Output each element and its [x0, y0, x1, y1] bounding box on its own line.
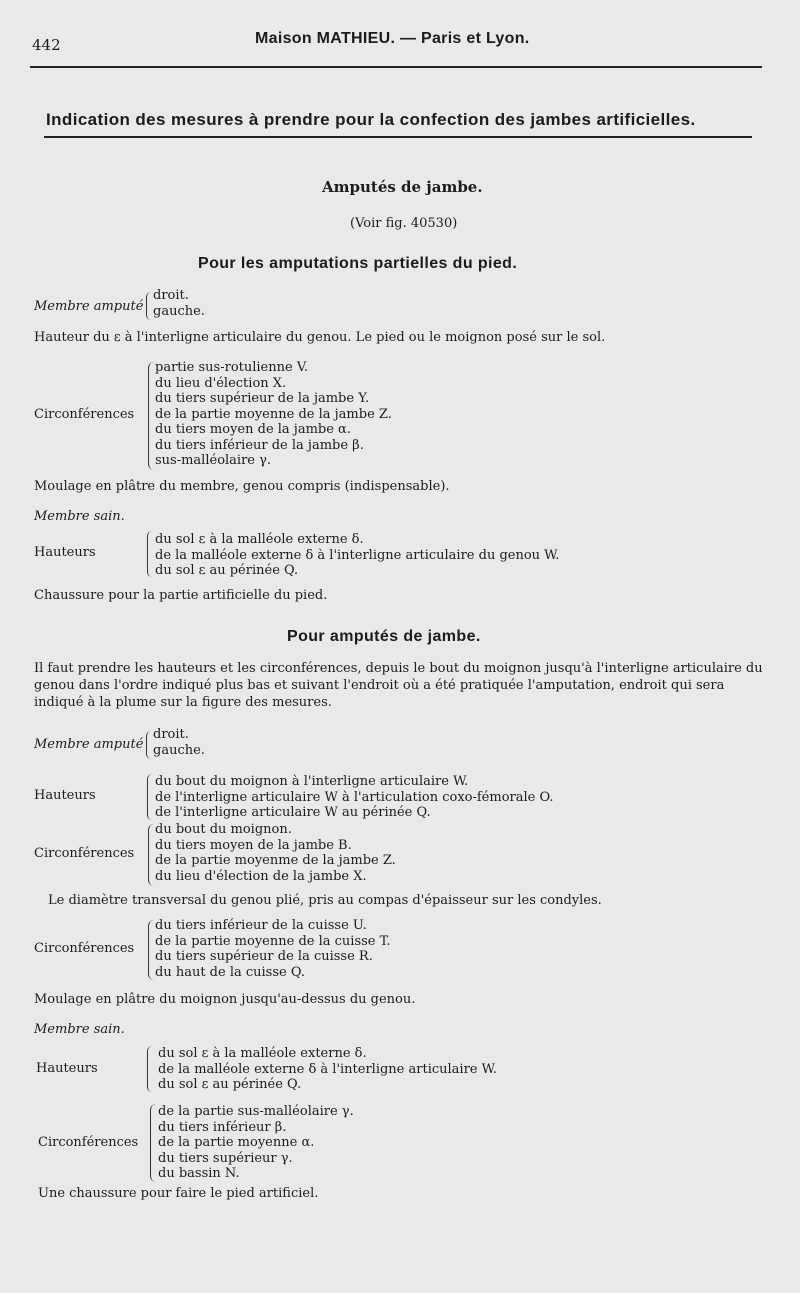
list-item: du tiers supérieur de la cuisse R. [155, 949, 373, 964]
list-item: de la partie moyenne de la jambe Z. [155, 406, 392, 422]
list-item: du sol ε à la malléole externe δ. [155, 532, 364, 547]
list-item: sus-malléolaire γ. [155, 453, 272, 468]
page-title: Indication des mesures à prendre pour la confection des jambes artificielles. [46, 110, 696, 129]
list-item: droit. [153, 288, 189, 303]
section2-hauteurs2-label: Hauteurs [36, 1061, 98, 1076]
list-item: du sol ε à la malléole externe δ. [158, 1046, 367, 1061]
list-item: du tiers moyen de la jambe B. [155, 837, 352, 853]
section2-circ2-label: Circonférences [34, 941, 135, 956]
list-item: de la partie moyenne de la cuisse T. [155, 933, 391, 949]
list-item: du tiers moyen de la jambe α. [155, 422, 351, 437]
section2-circ2-list [155, 918, 391, 980]
list-item: du bassin N. [158, 1166, 240, 1181]
brace [148, 362, 154, 470]
list-item: de la partie moyenne α. [158, 1135, 315, 1150]
list-item: du tiers inférieur de la jambe β. [155, 437, 364, 453]
header-rule [30, 66, 762, 68]
list-item: de la partie moyenme de la jambe Z. [155, 853, 396, 868]
list-item: de la malléole externe δ à l'interligne articulaire W. [158, 1061, 497, 1077]
section2-chaussure: Une chaussure pour faire le pied artificiel. [38, 1186, 319, 1201]
section2-paragraph: Il faut prendre les hauteurs et les circonférences, depuis le bout du moignon jusqu'à l'interligne articulaire du genou dans l'ordre indiqué plus bas et suivant l'endroit où a été pratiquée l'amputation, endroit qui sera indiqué à la plume sur la figure des mesures. [34, 661, 763, 710]
section1-moulage: Moulage en plâtre du membre, genou compris (indispensable). [34, 479, 450, 494]
list-item: gauche. [153, 303, 205, 319]
running-header: Maison MATHIEU. — Paris et Lyon. [255, 30, 530, 47]
list-item: de l'interligne articulaire W au périnée Q. [155, 805, 431, 820]
section2-membre-options [153, 727, 205, 758]
section1-membre-sain: Membre sain. [34, 509, 125, 524]
list-item: du sol ε au périnée Q. [158, 1077, 302, 1092]
list-item: droit. [153, 727, 189, 742]
list-item: de la partie sus-malléolaire γ. [158, 1104, 354, 1119]
section2-circ1-list [155, 822, 396, 884]
section1-circ-label: Circonférences [34, 407, 135, 422]
list-item: du haut de la cuisse Q. [155, 964, 305, 980]
section1-chaussure: Chaussure pour la partie artificielle du pied. [34, 588, 328, 603]
list-item: du bout du moignon. [155, 822, 292, 837]
page-number: 442 [32, 36, 61, 54]
list-item: de l'interligne articulaire W à l'articulation coxo-fémorale O. [155, 789, 554, 805]
section2-moulage: Moulage en plâtre du moignon jusqu'au-dessus du genou. [34, 992, 416, 1007]
section2-circ1-label: Circonférences [34, 846, 135, 861]
list-item: gauche. [153, 742, 205, 758]
title-rule [44, 136, 752, 138]
brace [148, 824, 154, 886]
section1-heading: Pour les amputations partielles du pied. [198, 255, 518, 272]
list-item: du tiers supérieur de la jambe Y. [155, 391, 370, 406]
section2-diametre: Le diamètre transversal du genou plié, pris au compas d'épaisseur sur les condyles. [48, 893, 602, 908]
section1-membre-label: Membre amputé [34, 299, 144, 314]
brace [146, 292, 151, 320]
brace [147, 1046, 152, 1092]
list-item: du tiers inférieur de la cuisse U. [155, 918, 367, 933]
section1-circ-list [155, 360, 392, 469]
section2-circ3-label: Circonférences [38, 1135, 139, 1150]
list-item: du lieu d'élection X. [155, 375, 287, 391]
section1-membre-options [153, 288, 205, 319]
section2-heading: Pour amputés de jambe. [287, 628, 481, 645]
brace [147, 531, 152, 577]
list-item: du bout du moignon à l'interligne articulaire W. [155, 774, 469, 789]
section1-hauteur-line: Hauteur du ε à l'interligne articulaire du genou. Le pied ou le moignon posé sur le sol. [34, 330, 606, 345]
brace [146, 731, 151, 759]
section2-hauteurs-label: Hauteurs [34, 788, 96, 803]
section2-circ3-list [158, 1104, 354, 1182]
list-item: du lieu d'élection de la jambe X. [155, 868, 367, 884]
section2-membre-sain: Membre sain. [34, 1022, 125, 1037]
list-item: du sol ε au périnée Q. [155, 563, 299, 578]
section2-membre-label: Membre amputé [34, 737, 144, 752]
subtitle: Amputés de jambe. [322, 178, 483, 196]
brace [150, 1104, 156, 1182]
brace [147, 774, 152, 820]
list-item: du tiers inférieur β. [158, 1119, 287, 1135]
figure-reference: (Voir fig. 40530) [350, 216, 458, 231]
brace [148, 920, 154, 980]
list-item: du tiers supérieur γ. [158, 1150, 293, 1166]
section1-hauteurs-label: Hauteurs [34, 545, 96, 560]
section1-hauteurs-list [155, 532, 559, 579]
section2-hauteurs-list [155, 774, 554, 821]
section2-hauteurs2-list [158, 1046, 497, 1093]
list-item: partie sus-rotulienne V. [155, 360, 309, 375]
list-item: de la malléole externe δ à l'interligne articulaire du genou W. [155, 547, 560, 563]
